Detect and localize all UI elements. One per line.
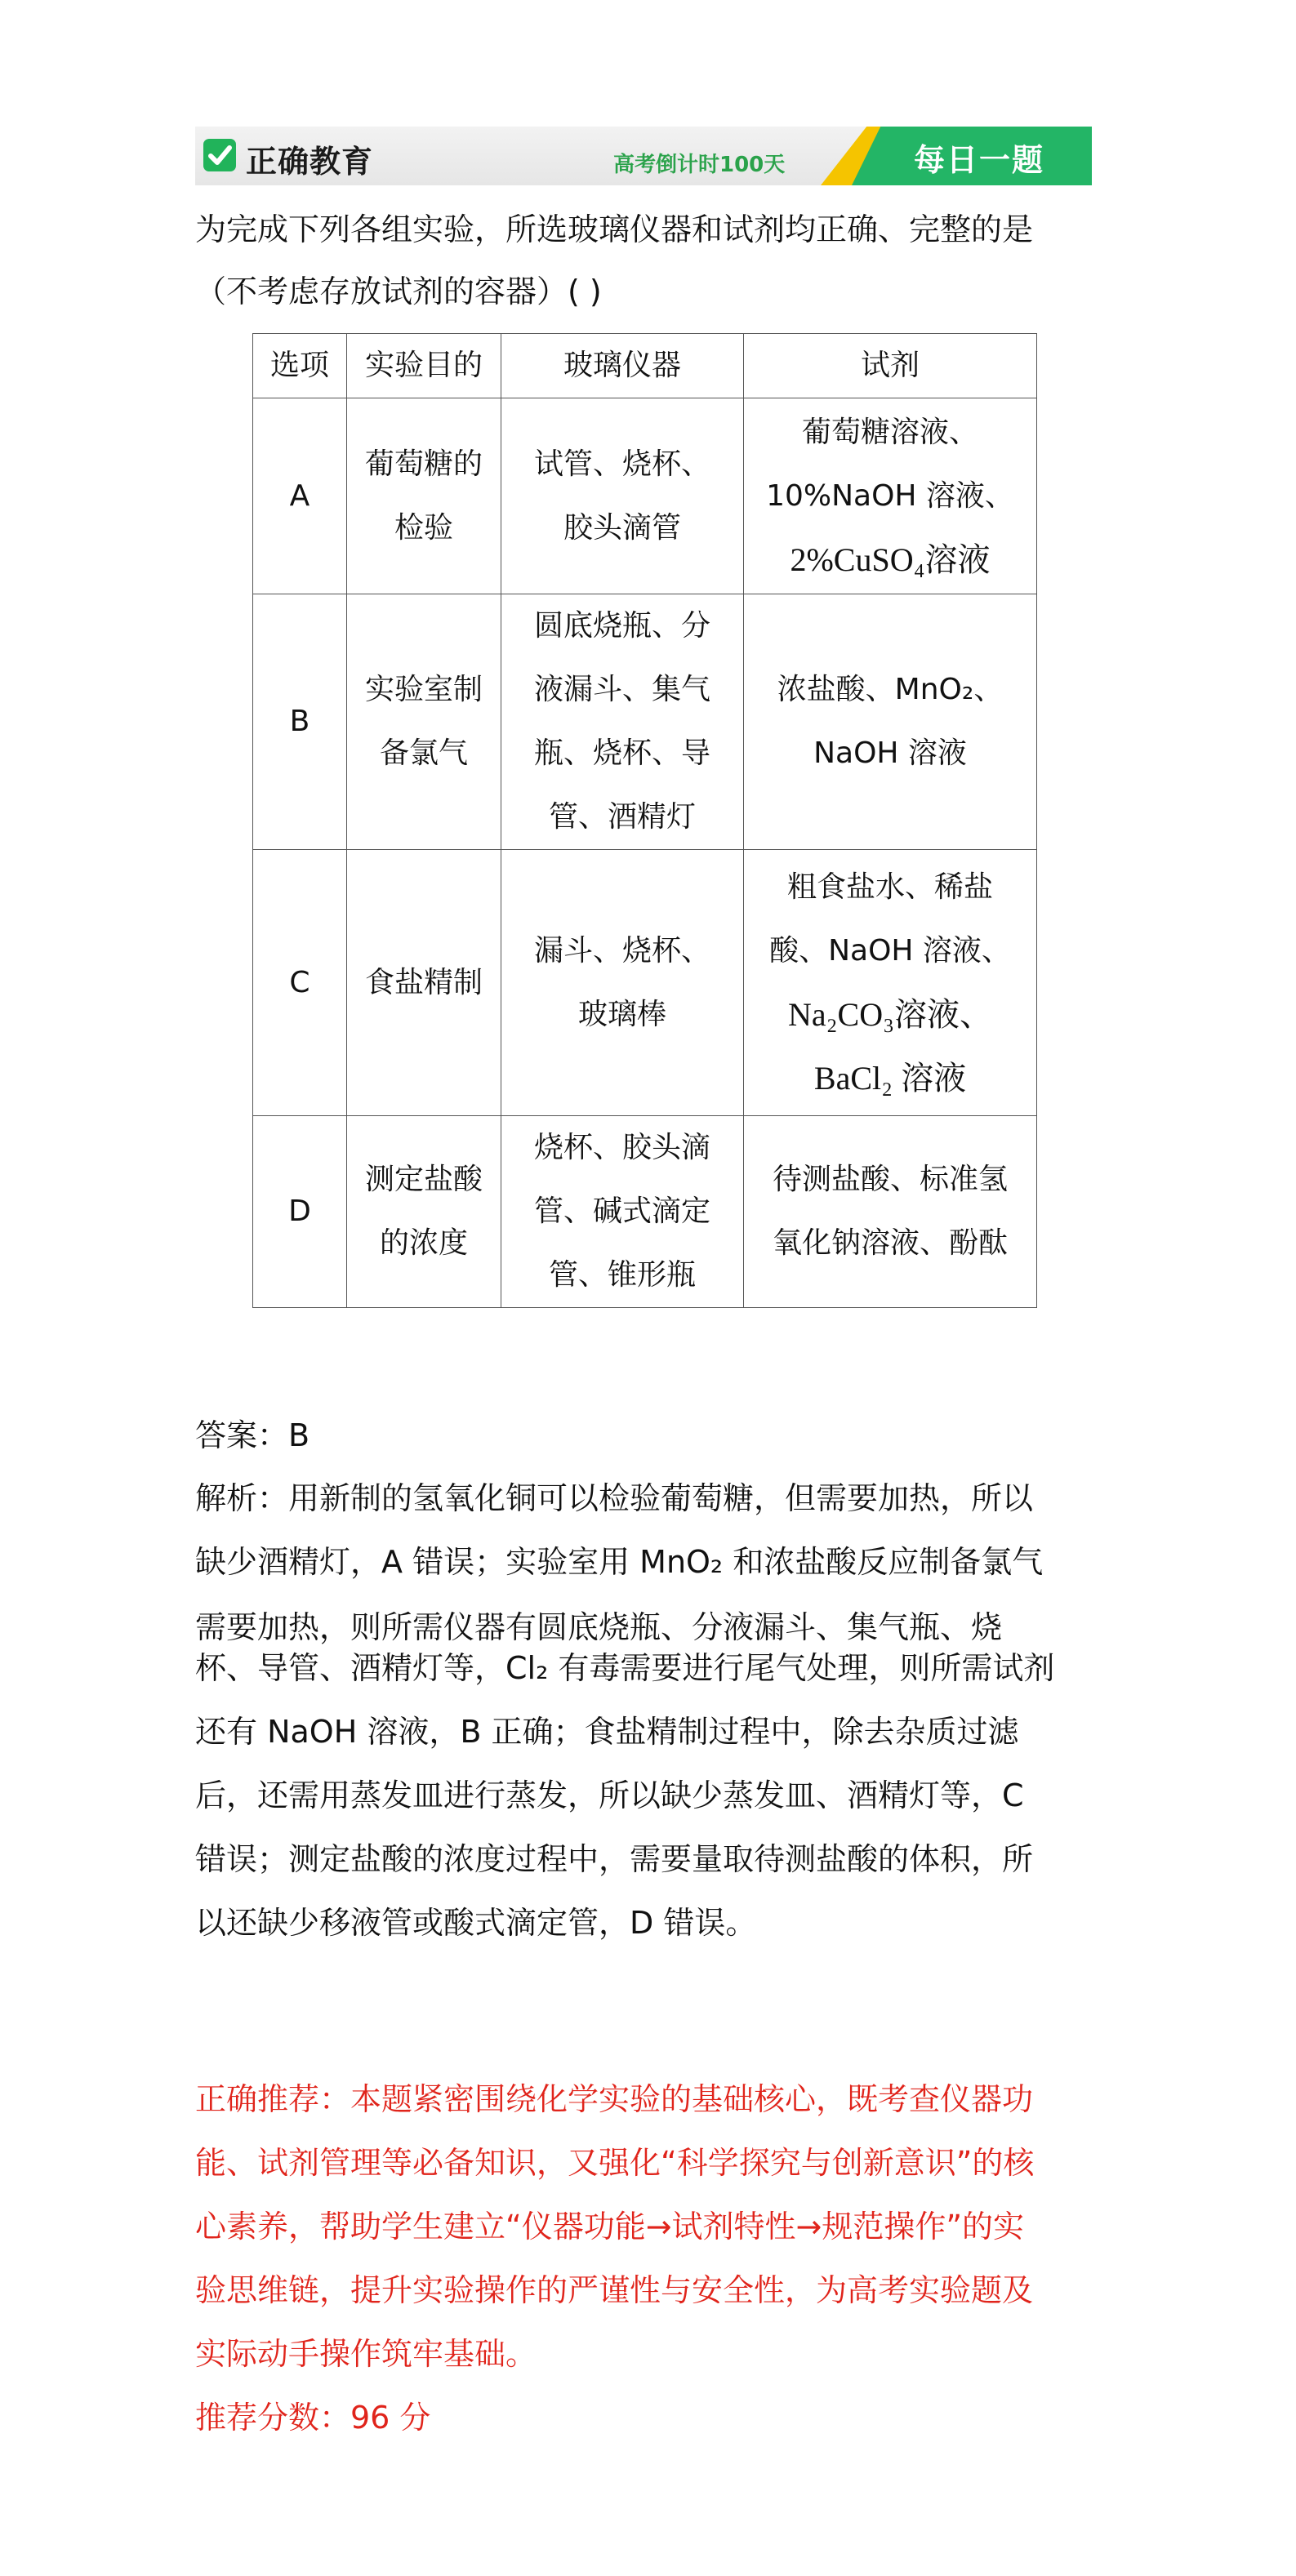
table-row bbox=[253, 850, 1037, 1116]
question-line-2: （不考虑存放试剂的容器）( ) bbox=[195, 274, 602, 309]
analysis-line: 以还缺少移液管或酸式滴定管，D 错误。 bbox=[195, 1905, 757, 1941]
analysis-line: 错误；测定盐酸的浓度过程中，需要量取待测盐酸的体积，所 bbox=[195, 1841, 1034, 1877]
countdown-label: 高考倒计时100天 bbox=[613, 153, 786, 177]
table-row bbox=[253, 1116, 1037, 1308]
check-icon bbox=[203, 139, 236, 171]
recommendation-line: 心素养，帮助学生建立“仪器功能→试剂特性→规范操作”的实 bbox=[195, 2209, 1025, 2245]
header-option: 选项 bbox=[253, 334, 347, 398]
table-row bbox=[253, 398, 1037, 594]
daily-label: 每日一题 bbox=[914, 142, 1045, 178]
analysis-line: 解析：用新制的氢氧化铜可以检验葡萄糖，但需要加热，所以 bbox=[195, 1480, 1034, 1516]
option-label: C bbox=[253, 850, 347, 1116]
purpose-cell: 食盐精制 bbox=[347, 850, 501, 1116]
reagent-cell: 粗食盐水、稀盐 酸、NaOH 溶液、 Na₂CO₃溶液、 BaCl₂ 溶液 bbox=[744, 850, 1037, 1116]
recommendation-score: 推荐分数：96 分 bbox=[195, 2400, 431, 2436]
recommendation-line: 能、试剂管理等必备知识，又强化“科学探究与创新意识”的核 bbox=[195, 2145, 1035, 2181]
recommendation-line: 验思维链，提升实验操作的严谨性与安全性，为高考实验题及 bbox=[195, 2272, 1034, 2308]
analysis-line: 后，还需用蒸发皿进行蒸发，所以缺少蒸发皿、酒精灯等，C bbox=[195, 1777, 1024, 1813]
option-label: A bbox=[253, 398, 347, 594]
purpose-cell: 实验室制 备氯气 bbox=[347, 594, 501, 850]
header-purpose: 实验目的 bbox=[347, 334, 501, 398]
recommendation-line: 正确推荐：本题紧密围绕化学实验的基础核心，既考查仪器功 bbox=[195, 2081, 1034, 2117]
glassware-cell: 漏斗、烧杯、 玻璃棒 bbox=[501, 850, 744, 1116]
question-line-1: 为完成下列各组实验，所选玻璃仪器和试剂均正确、完整的是 bbox=[195, 211, 1034, 247]
answer-line: 答案：B bbox=[195, 1417, 310, 1453]
recommendation-line: 实际动手操作筑牢基础。 bbox=[195, 2336, 537, 2372]
option-label: B bbox=[253, 594, 347, 850]
purpose-cell: 测定盐酸 的浓度 bbox=[347, 1116, 501, 1308]
header-glassware: 玻璃仪器 bbox=[501, 334, 744, 398]
analysis-line: 杯、导管、酒精灯等，Cl₂ 有毒需要进行尾气处理，则所需试剂 bbox=[195, 1650, 1055, 1686]
analysis-line: 还有 NaOH 溶液，B 正确；食盐精制过程中，除去杂质过滤 bbox=[195, 1714, 1019, 1750]
header-reagent: 试剂 bbox=[744, 334, 1037, 398]
reagent-cell: 浓盐酸、MnO₂、 NaOH 溶液 bbox=[744, 594, 1037, 850]
reagent-cell: 待测盐酸、标准氢 氧化钠溶液、酚酞 bbox=[744, 1116, 1037, 1308]
table-header-row bbox=[253, 334, 1037, 398]
option-label: D bbox=[253, 1116, 347, 1308]
analysis-line: 缺少酒精灯，A 错误；实验室用 MnO₂ 和浓盐酸反应制备氯气 bbox=[195, 1544, 1044, 1580]
brand-name: 正确教育 bbox=[246, 144, 374, 180]
glassware-cell: 烧杯、胶头滴 管、碱式滴定 管、锥形瓶 bbox=[501, 1116, 744, 1308]
analysis-line: 需要加热，则所需仪器有圆底烧瓶、分液漏斗、集气瓶、烧 bbox=[195, 1609, 1003, 1645]
options-table bbox=[252, 333, 1037, 1308]
table-row bbox=[253, 594, 1037, 850]
reagent-cell: 葡萄糖溶液、 10%NaOH 溶液、 2%CuSO₄溶液 bbox=[744, 398, 1037, 594]
glassware-cell: 试管、烧杯、 胶头滴管 bbox=[501, 398, 744, 594]
glassware-cell: 圆底烧瓶、分 液漏斗、集气 瓶、烧杯、导 管、酒精灯 bbox=[501, 594, 744, 850]
header-banner bbox=[195, 127, 1092, 185]
purpose-cell: 葡萄糖的 检验 bbox=[347, 398, 501, 594]
